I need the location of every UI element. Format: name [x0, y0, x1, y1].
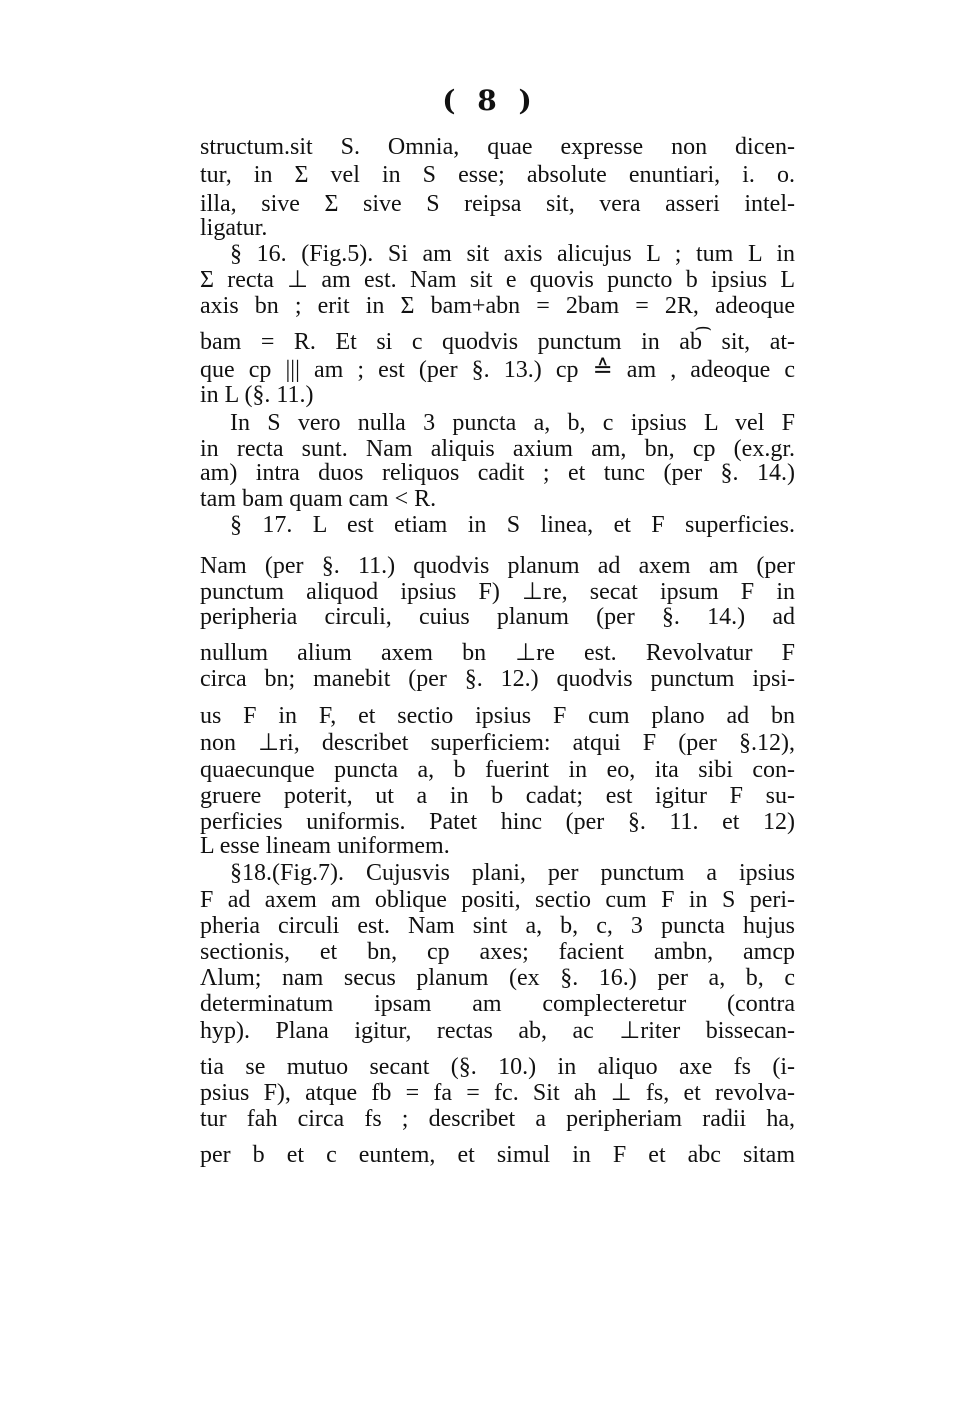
text-line: peripheria circuli, cuius planum (per §. 14.) ad	[200, 604, 795, 630]
text-line: am) intra duos reliquos cadit ; et tunc (per §. 14.)	[200, 460, 795, 486]
text-line: In S vero nulla 3 puncta a, b, c ipsius L vel F	[230, 410, 795, 436]
text-line: nullum alium axem bn ⊥re est. Revolvatur F	[200, 640, 795, 666]
text-line: § 16. (Fig.5). Si am sit axis alicujus L ; tum L in	[230, 241, 795, 267]
text-line: perficies uniformis. Patet hinc (per §. 11. et 12)	[200, 809, 795, 835]
text-line: structum.sit S. Omnia, quae expresse non dicen-	[200, 134, 795, 160]
text-line: Λlum; nam secus planum (ex §. 16.) per a, b, c	[200, 965, 795, 991]
text-line: gruere poterit, ut a in b cadat; est igitur F su-	[200, 783, 795, 809]
text-line: tur, in Σ vel in S esse; absolute enuntiari, i. o.	[200, 162, 795, 188]
text-line: axis bn ; erit in Σ bam+abn = 2bam = 2R, adeoque	[200, 293, 795, 319]
text-line: tia se mutuo secant (§. 10.) in aliquo axe fs (i-	[200, 1054, 795, 1080]
text-line: non ⊥ri, describet superficiem: atqui F (per §.12),	[200, 730, 795, 756]
text-line: psius F), atque fb = fa = fc. Sit ah ⊥ fs, et revolva-	[200, 1080, 795, 1106]
text-line: punctum aliquod ipsius F) ⊥re, secat ipsum F in	[200, 579, 795, 605]
text-line: Nam (per §. 11.) quodvis planum ad axem am (per	[200, 553, 795, 579]
text-line: quaecunque puncta a, b fuerint in eo, ita sibi con-	[200, 757, 795, 783]
text-line: in L (§. 11.)	[200, 382, 314, 408]
text-line: sectionis, et bn, cp axes; facient ambn, amcp	[200, 939, 795, 965]
text-line: per b et c euntem, et simul in F et abc sitam	[200, 1142, 795, 1168]
text-line: in recta sunt. Nam aliquis axium am, bn, cp (ex.gr.	[200, 436, 795, 462]
text-line: tam bam quam cam < R.	[200, 486, 437, 512]
text-line: L esse lineam uniformem.	[200, 833, 450, 859]
text-line: §18.(Fig.7). Cujusvis plani, per punctum a ipsius	[230, 860, 795, 886]
text-line: § 17. L est etiam in S linea, et F superficies.	[230, 512, 795, 538]
text-line: ligatur.	[200, 215, 268, 241]
text-line: illa, sive Σ sive S reipsa sit, vera asseri intel-	[200, 191, 795, 217]
text-line: bam = R. Et si c quodvis punctum in ab͡ sit, at-	[200, 329, 795, 355]
page-number: ( 8 )	[442, 84, 538, 117]
text-line: que cp ||| am ; est (per §. 13.) cp ≙ am , adeoque c	[200, 357, 795, 383]
text-line: determinatum ipsam am complecteretur (contra	[200, 991, 795, 1017]
text-line: Σ recta ⊥ am est. Nam sit e quovis puncto b ipsius L	[200, 267, 795, 293]
text-line: F ad axem am oblique positi, sectio cum F in S peri-	[200, 887, 795, 913]
text-line: hyp). Plana igitur, rectas ab, ac ⊥riter bissecan-	[200, 1018, 795, 1044]
text-line: tur fah circa fs ; describet a peripheriam radii ha,	[200, 1106, 795, 1132]
text-line: circa bn; manebit (per §. 12.) quodvis punctum ipsi-	[200, 666, 795, 692]
text-line: us F in F, et sectio ipsius F cum plano ad bn	[200, 703, 795, 729]
text-line: pheria circuli est. Nam sint a, b, c, 3 puncta hujus	[200, 913, 795, 939]
